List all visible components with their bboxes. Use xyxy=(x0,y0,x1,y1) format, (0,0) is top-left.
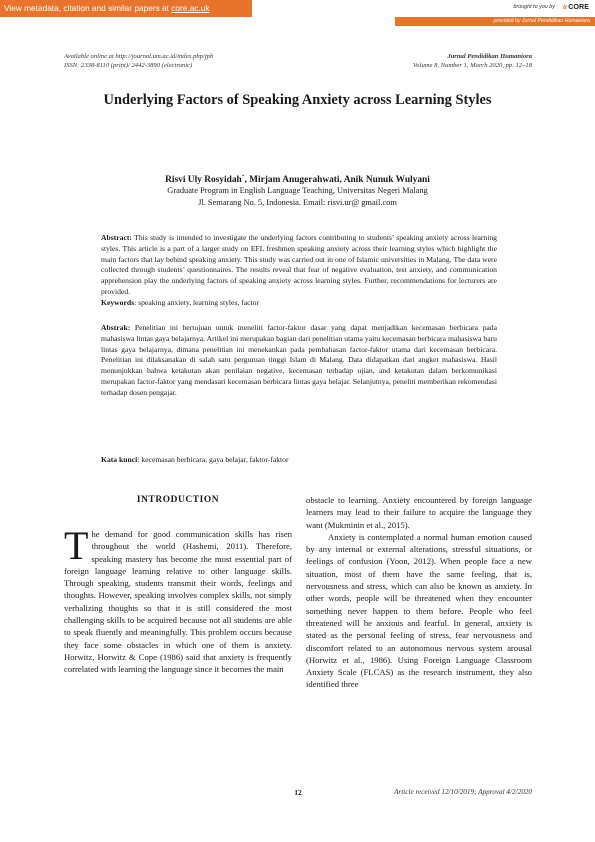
issn-line: ISSN: 2338-8110 (print)/ 2442-3890 (electronic) xyxy=(64,62,193,70)
keywords-text: : speaking anxiety, learning styles, factor xyxy=(134,298,260,307)
core-link-prefix: View metadata, citation and similar papers at xyxy=(4,3,172,13)
abstract-label: Abstract: xyxy=(101,233,132,242)
paper-title: Underlying Factors of Speaking Anxiety across Learning Styles xyxy=(103,92,492,108)
drop-cap: T xyxy=(64,523,89,568)
abstract-indonesian xyxy=(101,323,497,399)
core-link-domain[interactable]: core.ac.uk xyxy=(171,3,210,13)
running-header-right xyxy=(413,52,532,71)
core-banner xyxy=(0,0,595,28)
body-column-left xyxy=(64,523,292,676)
core-logo-icon: ✰ xyxy=(562,5,568,11)
abstrak-text: Penelitian ini bertujuan untuk meneliti factor-faktor dasar yang dapat menjadikan kecemasan berbicara pada mahasiswa lintas gaya belajarnya. Artikel ini merupakan bagian dari penelitian utama yaitu kecemasan berbicara mahasiswa baru lintas gaya belajarnya, dimana penelitian ini menekankan pada pembahasan factor-faktor utama dari kecemasan berbicara. Penelitian ini dilaksanakan di salah satu perguruan tinggi Islam di Malang. Data didapatkan dari angket mahasiswa. Hasil menunjukkan bahwa ketakutan akan penilaian negative, kecemasan terhadap ujian, and ketakutan dalam berkomunikasi merupakan factor-faktor yang mendasari kecemasan berbicara lintas gaya belajar. Selanjutnya, peneliti memberikan rekomendasi terhadap dosen pengajar. xyxy=(101,323,497,397)
intro-paragraph-1-cont: obstacle to learning. Anxiety encountered by foreign language learners may lead to their failure to acquire the language they want (Mukminin et al., 2015). xyxy=(306,495,532,530)
intro-paragraph-1: he demand for good communication skills has risen throughout the world (Hashemi, 2011). Therefore, speaking mastery has become the most essential part of foreign language learning relative to other language skills. Through speaking, students transmit their words, feelings and thoughts. However, speaking involves complex skills, not simply verbalizing thoughts so that it is still considered the most challenging skills to be acquired because not all students are able to speak fluently and meaningfully. This problem occurs because they face some obstacles in which one of them is anxiety. Horwitz, Horwitz & Cope (1986) said that anxiety is frequently correlated with learning the language since it becomes the main xyxy=(64,529,292,675)
body-column-right xyxy=(306,494,532,691)
corresponding-mark: * xyxy=(241,174,245,180)
first-author: Risvi Uly Rosyidah xyxy=(165,175,242,186)
abstract-text: This study is intended to investigate the underlying factors contributing to students’ speaking anxiety across learning styles. This article is a part of a larger study on EFL freshmen speaking anxiety across their learning styles which highlight the main factors that lay behind speaking anxiety. This study was carried out in one of Islamic universities in Malang. The data were collected through students’ questionnaires. The results reveal that fear of negative evaluation, test anxiety, and communication apprehension play the underlying factors of speaking anxiety across learning styles. Further, recommendations for lecturers are provided. xyxy=(101,233,497,296)
keywords-label: Keywords xyxy=(101,298,135,307)
provided-by-text[interactable]: provided by Jurnal Pendidikan Humaniora xyxy=(395,17,595,26)
brought-by-text: brought to you by xyxy=(513,4,555,10)
keywords-indonesian xyxy=(101,455,497,466)
page-number: 12 xyxy=(294,788,302,797)
introduction-heading: INTRODUCTION xyxy=(136,495,220,505)
keywords-english xyxy=(101,298,497,309)
abstract-english xyxy=(101,233,497,298)
abstrak-label: Abstrak: xyxy=(101,323,131,332)
other-authors: , Mirjam Anugerahwati, Anik Nunuk Wulyani xyxy=(244,175,430,186)
volume-line: Volume 8, Number 1, March 2020, pp. 12–18 xyxy=(413,62,532,70)
journal-name: Jurnal Pendidikan Humaniora xyxy=(447,53,532,60)
intro-paragraph-2: Anxiety is contemplated a normal human emotion caused by any internal or external alterations, stressful situations, or feelings of confusion (Yoon, 2012). When people face a new situation, most of them have the same feeling, that is, nervousness and stress, which can also be known as anxiety. In other words, people will be threatened when they encounter something never happen to them before. People who feel threatened will be anxious and fearful. In general, anxiety is stated as the personal feeling of stress, fear nervousness and discomfort related to an autonomous nervous system arousal (Horwitz et al., 1986). Using Foreign Language Classroom Anxiety Scale (FLCAS) as the research instrument, they also identified three xyxy=(306,531,532,690)
available-online-line: Available online at http://journal.um.ac.id/index.php/jph xyxy=(64,53,214,60)
article-received-note: Article received 12/10/2019; Approval 4/2/2020 xyxy=(394,788,532,796)
running-header-left xyxy=(64,52,213,71)
core-metadata-link[interactable] xyxy=(0,0,252,17)
core-logo[interactable]: ✰CORE xyxy=(562,2,589,11)
kata-kunci-text: : kecemasan berbicara, gaya belajar, faktor-faktor xyxy=(137,455,289,464)
author-line xyxy=(60,174,535,185)
affiliation-line: Graduate Program in English Language Teaching, Universitas Negeri Malang xyxy=(167,186,428,195)
address-email-line: Jl. Semarang No. 5, Indonesia. Email: risvi.ur@ gmail.com xyxy=(198,198,397,207)
kata-kunci-label: Kata kunci xyxy=(101,455,138,464)
